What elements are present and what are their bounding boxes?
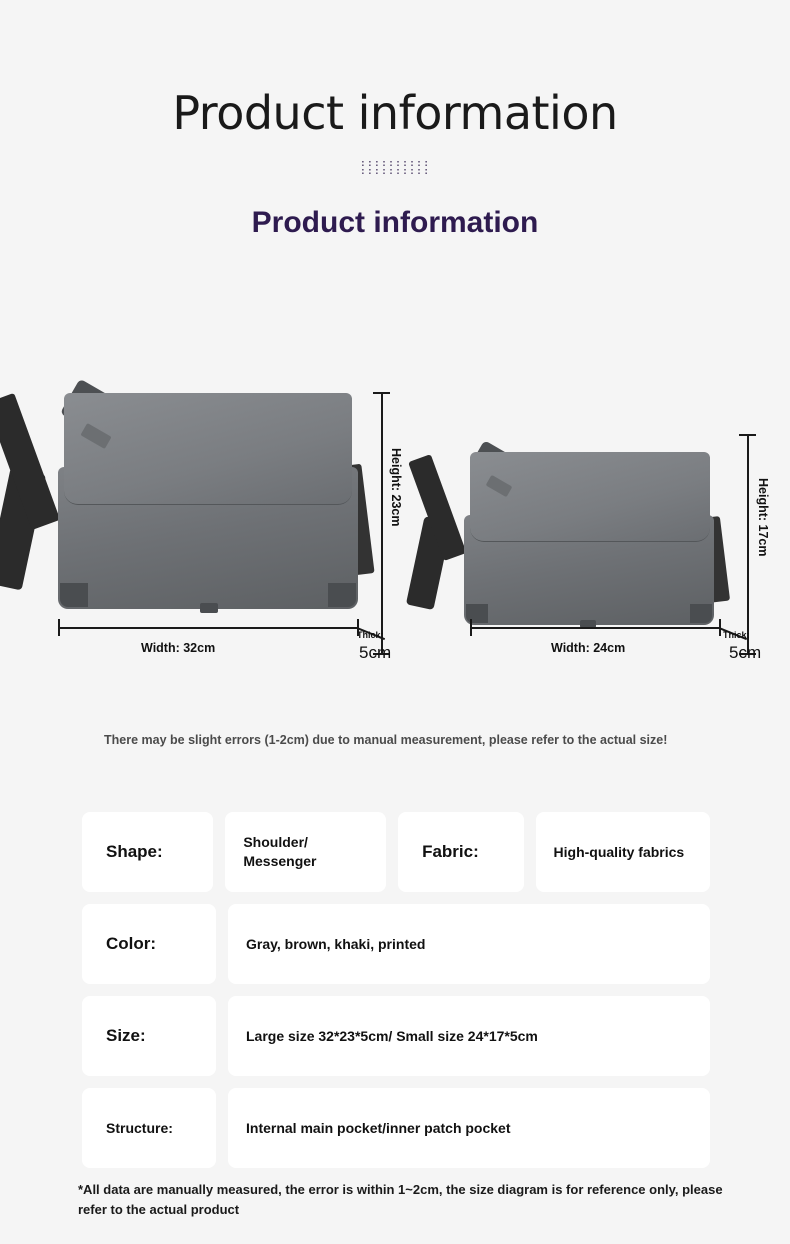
spec-value-size: Large size 32*23*5cm/ Small size 24*17*5cm	[246, 1027, 538, 1044]
spec-key-fabric-cell	[398, 812, 523, 892]
small-width-tick-left	[470, 619, 472, 636]
spec-value-color: Gray, brown, khaki, printed	[246, 935, 426, 952]
large-bag-image	[10, 375, 390, 625]
large-width-label: Width: 32cm	[141, 641, 216, 655]
measurement-note: There may be slight errors (1-2cm) due to manual measurement, please refer to the actual size!	[104, 733, 668, 747]
spec-value-color-cell	[228, 904, 710, 984]
small-width-label: Width: 24cm	[551, 641, 626, 655]
footer-disclaimer: *All data are manually measured, the error is within 1~2cm, the size diagram is for reference only, please refer to the actual product	[78, 1182, 723, 1217]
small-height-tick-top	[739, 434, 756, 436]
large-width-line	[58, 627, 358, 629]
small-width-line	[470, 627, 720, 629]
spec-key-size: Size:	[106, 1026, 146, 1045]
large-width-tick-left	[58, 619, 60, 636]
large-thick-value: 5cm	[359, 643, 392, 662]
large-thick-label: Thick:	[357, 630, 384, 640]
dot-divider-row-1: ::::::::::	[359, 158, 431, 169]
large-bag-buckle	[200, 603, 218, 613]
spec-value-size-cell	[228, 996, 710, 1076]
spec-value-structure: Internal main pocket/inner patch pocket	[246, 1119, 511, 1136]
page-subtitle: Product information	[251, 206, 539, 239]
large-height-line	[381, 392, 383, 654]
small-bag-corner-right	[690, 604, 712, 623]
dot-divider	[0, 160, 790, 176]
spec-key-structure: Structure:	[106, 1120, 173, 1136]
spec-key-fabric: Fabric:	[422, 842, 479, 861]
spec-value-shape: Shoulder/ Messenger	[243, 834, 317, 869]
spec-key-shape: Shape:	[106, 842, 163, 861]
small-height-line	[747, 434, 749, 654]
spec-row-size	[82, 996, 710, 1076]
small-height-label: Height: 17cm	[756, 478, 770, 557]
spec-row-shape-fabric	[82, 812, 710, 892]
spec-value-fabric-cell	[536, 812, 710, 892]
large-height-label: Height: 23cm	[389, 448, 403, 527]
large-height-tick-top	[373, 392, 390, 394]
small-bag-strap-diagonal	[408, 454, 466, 561]
spec-key-structure-cell	[82, 1088, 216, 1168]
large-bag-flap	[64, 393, 352, 505]
small-thick-label: Thick:	[723, 630, 750, 640]
small-bag-flap	[470, 452, 710, 542]
spec-row-structure	[82, 1088, 710, 1168]
large-bag-corner-left	[60, 583, 88, 607]
spec-key-shape-cell	[82, 812, 213, 892]
spec-table	[82, 812, 710, 1180]
spec-key-color-cell	[82, 904, 216, 984]
large-bag-corner-right	[328, 583, 356, 607]
page-title: Product information	[172, 86, 618, 140]
spec-value-structure-cell	[228, 1088, 710, 1168]
small-bag-image	[418, 422, 748, 627]
spec-key-size-cell	[82, 996, 216, 1076]
small-thick-value: 5cm	[729, 643, 762, 662]
product-diagram-area	[0, 330, 790, 690]
spec-key-color: Color:	[106, 934, 157, 953]
dot-divider-row-2: ::::::::::	[359, 166, 431, 177]
spec-value-fabric: High-quality fabrics	[553, 843, 685, 860]
spec-row-color	[82, 904, 710, 984]
spec-value-shape-cell	[225, 812, 386, 892]
